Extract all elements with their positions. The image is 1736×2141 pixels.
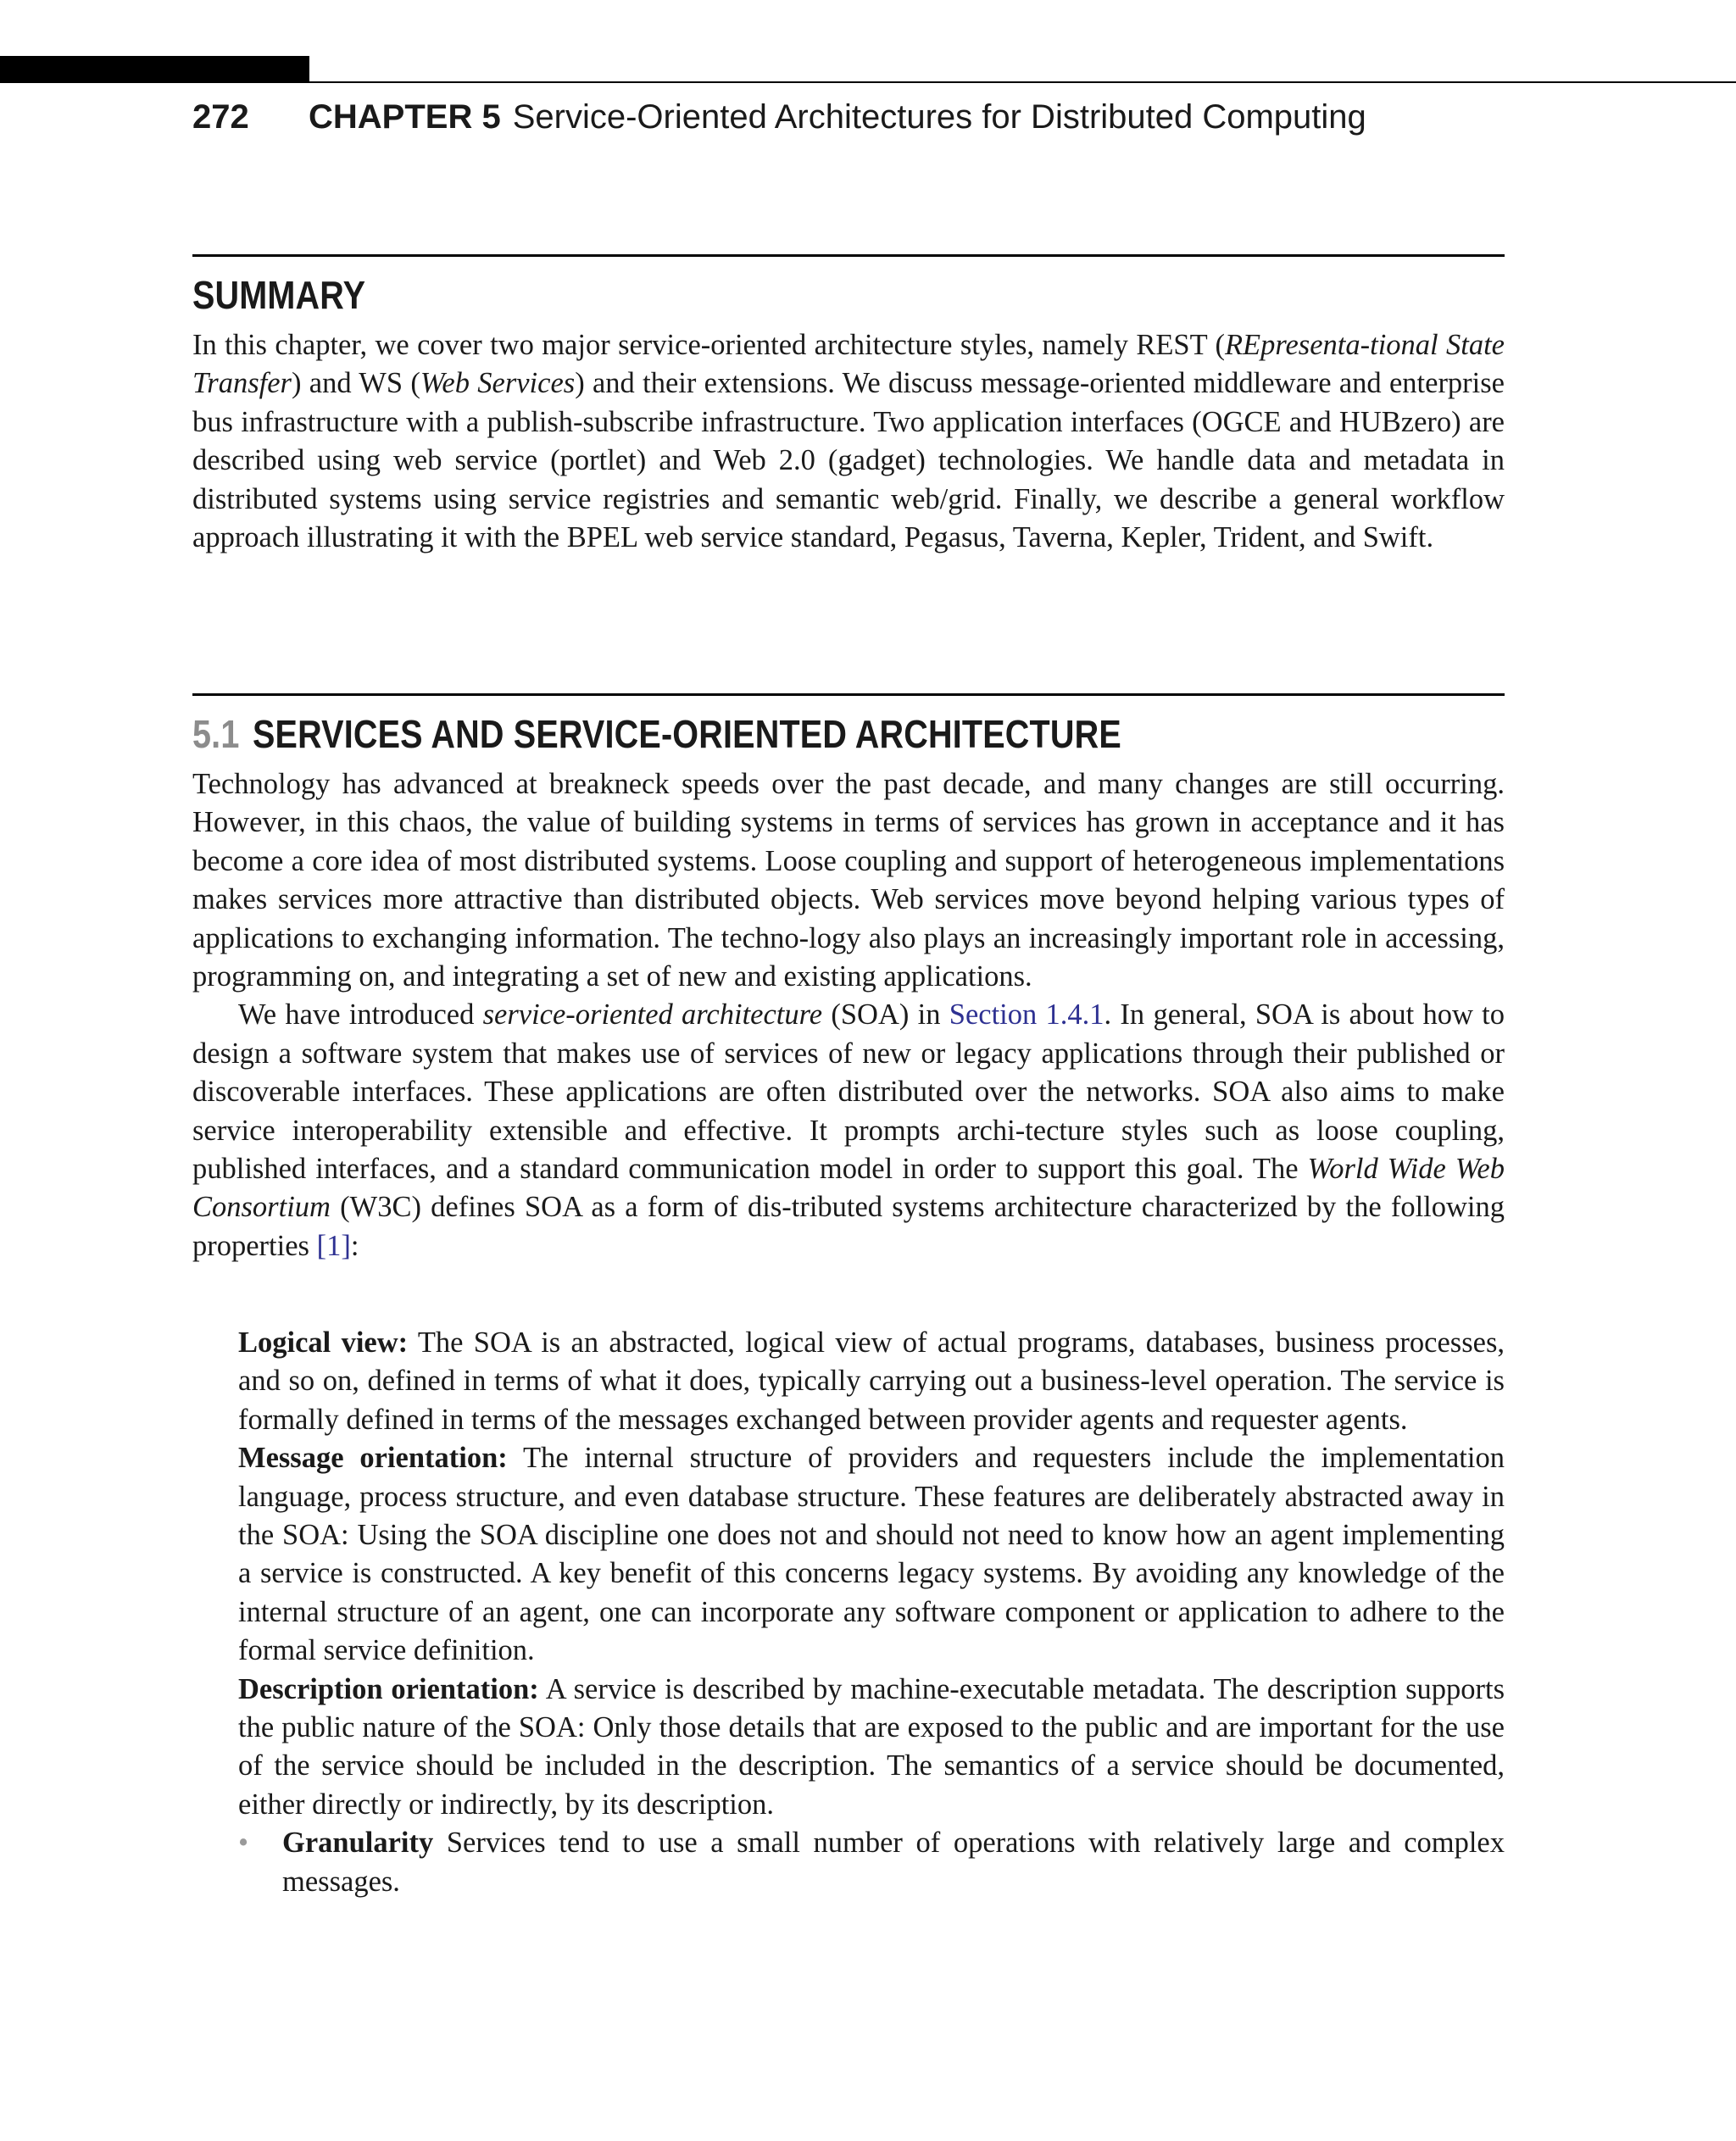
- bullet-icon: •: [238, 1827, 249, 1860]
- section-rule: [192, 693, 1505, 696]
- paragraph-2: We have introduced service-oriented architecture (SOA) in Section 1.4.1. In general, SOA is about how to design a software system that makes use of services of new or legacy applications through their published or discoverable interfaces. These applications are often distributed over the networks. SOA also aims to make service interoperability extensible and effective. It prompts archi-tecture styles such as loose coupling, published interfaces, and a standard communication model in order to support this goal. The World Wide Web Consortium (W3C) defines SOA as a form of dis-tributed systems architecture characterized by the following properties [1]:: [192, 998, 1505, 1262]
- page-number: 272: [192, 98, 249, 136]
- header-bar-thick: [0, 56, 309, 83]
- chapter-title: Service-Oriented Architectures for Distributed Computing: [512, 98, 1366, 136]
- section-title: SERVICES AND SERVICE-ORIENTED ARCHITECTURE: [252, 712, 1121, 756]
- paragraph-1: Technology has advanced at breakneck speeds over the past decade, and many changes are still occurring. However, in this chaos, the value of building systems in terms of services has grown in acceptance and it has become a core idea of most distributed systems. Loose coupling and support of heterogeneous implementations makes services more attractive than distributed objects. Web services move beyond helping various types of applications to exchanging information. The techno-logy also plays an increasingly important role in accessing, programming on, and integrating a set of new and existing applications.: [192, 768, 1505, 993]
- section-1-4-1-link[interactable]: Section 1.4.1: [949, 998, 1104, 1032]
- property-logical-view: Logical view: The SOA is an abstracted, logical view of actual programs, databases, business processes, and so on, defined in terms of what it does, typically carrying out a business-level operation. The service is formally defined in terms of the messages exchanged between provider agents and requester agents.: [238, 1326, 1505, 1436]
- summary-heading: SUMMARY: [192, 273, 366, 317]
- property-message-orientation: Message orientation: The internal structure of providers and requesters include the implementation language, process structure, and even database structure. These features are deliberately abstracted away in the SOA: Using the SOA discipline one does not and should not need to know how an agent implementing a service is constructed. A key benefit of this concerns legacy systems. By avoiding any knowledge of the internal structure of an agent, one can incorporate any software component or application to adhere to the formal service definition.: [238, 1442, 1505, 1667]
- summary-paragraph: In this chapter, we cover two major service-oriented architecture styles, namely REST (REpresenta-tional State Transfer) and WS (Web Services) and their extensions. We discuss message-oriented middleware and enterprise bus infrastructure with a publish-subscribe infrastructure. Two application interfaces (OGCE and HUBzero) are described using web service (portlet) and Web 2.0 (gadget) technologies. We handle data and metadata in distributed systems using service registries and semantic web/grid. Finally, we describe a general workflow approach illustrating it with the BPEL web service standard, Pegasus, Taverna, Kepler, Trident, and Swift.: [192, 329, 1505, 554]
- header-rule: [309, 81, 1736, 83]
- section-number: 5.1: [192, 712, 240, 756]
- properties-list: [238, 1324, 1505, 1901]
- section-heading: [192, 709, 1121, 759]
- property-description-orientation: Description orientation: A service is described by machine-executable metadata. The description supports the public nature of the SOA: Only those details that are exposed to the public and are important for the use of the service should be included in the description. The semantics of a service should be documented, either directly or indirectly, by its description.: [238, 1672, 1505, 1821]
- summary-rule: [192, 254, 1505, 257]
- section-body: [192, 765, 1505, 1265]
- chapter-label: CHAPTER 5: [309, 98, 501, 136]
- running-head: [192, 95, 1366, 139]
- bullet-granularity: • Granularity Services tend to use a small number of operations with relatively large and complex messages.: [238, 1824, 1505, 1901]
- reference-1-link[interactable]: [1]: [316, 1229, 351, 1262]
